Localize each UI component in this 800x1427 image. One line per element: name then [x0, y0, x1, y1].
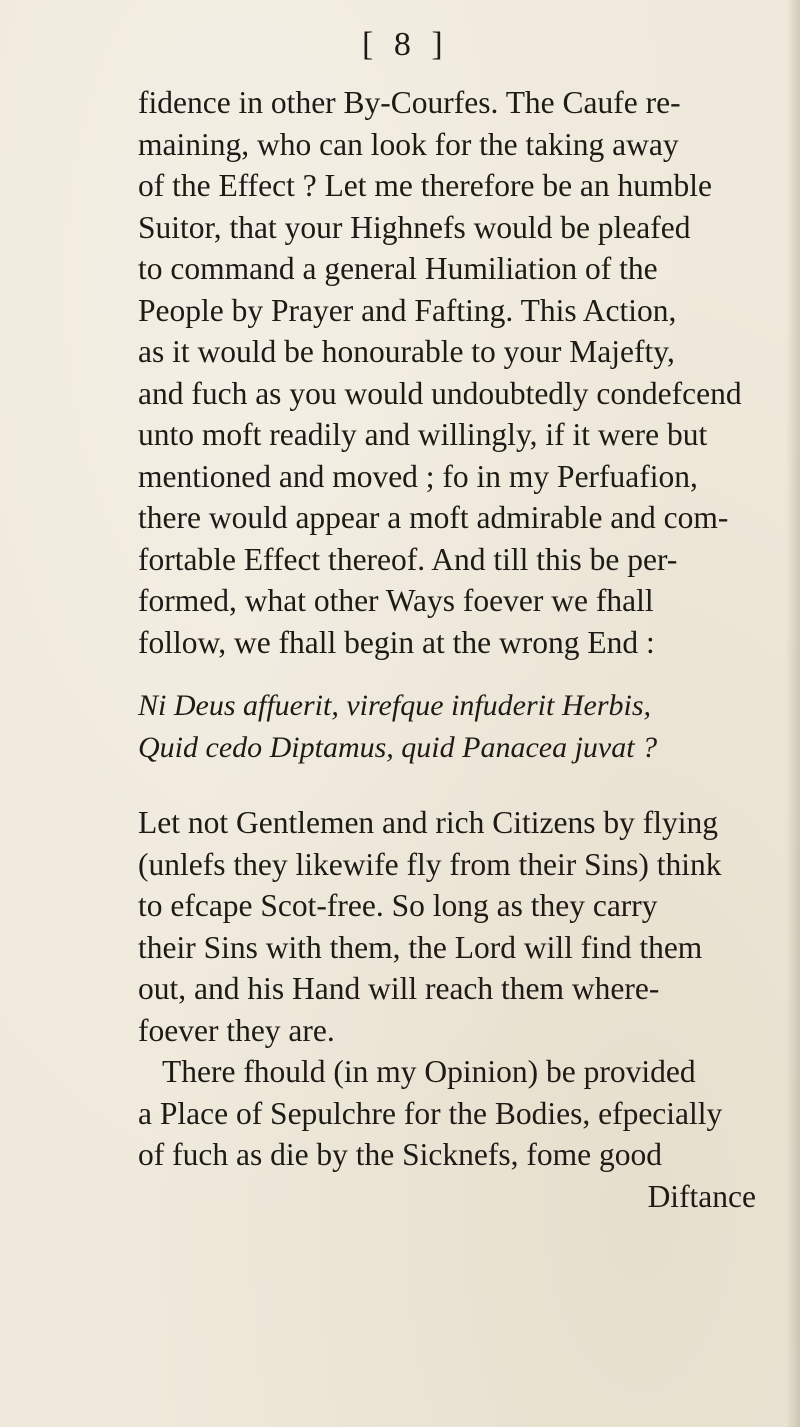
text-line: of the Effect ? Let me therefore be an humble: [138, 168, 713, 203]
paragraph-3: [138, 1051, 778, 1217]
verse-line: Ni Deus affuerit, virefque infuderit Herbis,: [138, 689, 652, 722]
text-line: Suitor, that your Highnefs would be pleafed: [138, 209, 691, 245]
text-line: and fuch as you would undoubtedly condefcend: [138, 375, 742, 411]
text-line: there would appear a moft admirable and com-: [138, 500, 729, 535]
text-line: fortable Effect thereof. And till this be per-: [138, 541, 678, 577]
page-number: [ 8 ]: [362, 26, 449, 63]
spacer: [138, 768, 778, 802]
text-line: fidence in other By-Courfes. The Caufe re-: [138, 85, 681, 120]
text-line: of fuch as die by the Sicknefs, fome good: [138, 1137, 662, 1172]
text-line: There fhould (in my Opinion) be provided: [162, 1054, 696, 1089]
text-line: formed, what other Ways foever we fhall: [138, 583, 654, 618]
paragraph-1: [138, 82, 778, 663]
text-line: to efcape Scot-free. So long as they carry: [138, 888, 658, 923]
text-line: mentioned and moved ; fo in my Perfuafion,: [138, 458, 698, 494]
spacer: [138, 663, 778, 685]
text-body: [138, 82, 778, 1217]
page-edge-shadow: [786, 0, 800, 1427]
paragraph-2: [138, 802, 778, 1051]
catchword: Diftance: [647, 1178, 756, 1214]
text-line: follow, we fhall begin at the wrong End :: [138, 624, 655, 660]
text-line: foever they are.: [138, 1012, 335, 1048]
text-line: to command a general Humiliation of the: [138, 251, 658, 286]
verse-line: Quid cedo Diptamus, quid Panacea juvat ?: [138, 730, 658, 764]
text-line: a Place of Sepulchre for the Bodies, efpecially: [138, 1095, 723, 1131]
text-line: out, and his Hand will reach them where-: [138, 971, 660, 1006]
text-line: (unlefs they likewife fly from their Sins) think: [138, 846, 722, 882]
latin-verse: [138, 685, 778, 768]
text-line: maining, who can look for the taking away: [138, 126, 679, 162]
text-line: their Sins with them, the Lord will find them: [138, 929, 703, 965]
text-line: Let not Gentlemen and rich Citizens by flying: [138, 805, 718, 840]
text-line: as it would be honourable to your Majefty,: [138, 334, 675, 369]
text-line: People by Prayer and Fafting. This Action,: [138, 292, 677, 328]
text-line: unto moft readily and willingly, if it were but: [138, 417, 708, 452]
